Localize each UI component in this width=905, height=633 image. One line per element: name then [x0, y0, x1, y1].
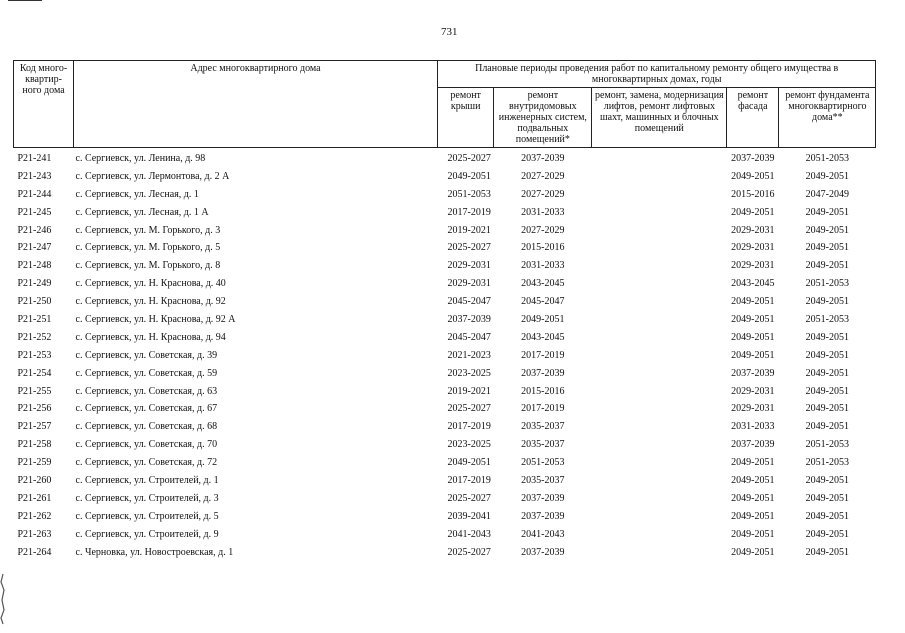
roof-repair-cell: 2025-2027 — [447, 546, 491, 558]
internal-systems-cell: 2027-2029 — [521, 224, 565, 236]
facade-repair-cell: 2049-2051 — [731, 457, 775, 469]
internal-systems-cell: 2015-2016 — [521, 242, 565, 254]
building-code-cell: P21-247 — [17, 242, 52, 254]
foundation-repair-cell: 2051-2053 — [805, 278, 850, 290]
roof-repair-cell: 2021-2023 — [447, 349, 491, 361]
building-code-cell: P21-248 — [17, 260, 52, 272]
elevator-repair-cell — [592, 239, 727, 257]
header-building-code: Код много-квартир-ного дома — [14, 61, 74, 148]
table-row — [14, 490, 876, 508]
facade-repair-cell: 2031-2033 — [731, 421, 775, 433]
facade-repair-cell: 2049-2051 — [731, 474, 775, 486]
facade-repair-cell: 2029-2031 — [731, 224, 775, 236]
foundation-repair-cell: 2047-2049 — [805, 188, 850, 200]
foundation-repair-cell: 2051-2053 — [805, 439, 850, 451]
foundation-repair-cell: 2049-2051 — [805, 528, 850, 540]
building-code-cell: P21-260 — [17, 474, 52, 486]
header-elevator-repair: ремонт, замена, модернизация лифтов, ремонт лифтовых шахт, машинных и блочных помещений — [592, 88, 727, 148]
elevator-repair-cell — [592, 311, 727, 329]
facade-repair-cell: 2029-2031 — [731, 403, 775, 415]
building-code-cell: P21-252 — [17, 331, 52, 343]
roof-repair-cell: 2025-2027 — [447, 152, 491, 164]
internal-systems-cell: 2035-2037 — [521, 474, 565, 486]
foundation-repair-cell: 2049-2051 — [805, 546, 850, 558]
internal-systems-cell: 2017-2019 — [521, 403, 565, 415]
foundation-repair-cell: 2049-2051 — [805, 474, 850, 486]
address-cell: с. Сергиевск, ул. Н. Краснова, д. 92 — [75, 296, 226, 308]
building-code-cell: P21-253 — [17, 349, 52, 361]
address-cell: с. Сергиевск, ул. Советская, д. 67 — [75, 403, 218, 415]
elevator-repair-cell — [592, 222, 727, 240]
foundation-repair-cell: 2049-2051 — [805, 403, 850, 415]
facade-repair-cell: 2049-2051 — [731, 510, 775, 522]
facade-repair-cell: 2049-2051 — [731, 206, 775, 218]
internal-systems-cell: 2037-2039 — [521, 546, 565, 558]
header-internal-systems-repair: ремонт внутридомовых инженерных систем, подвальных помещений* — [494, 88, 592, 148]
table-row — [14, 526, 876, 544]
facade-repair-cell: 2029-2031 — [731, 385, 775, 397]
facade-repair-cell: 2037-2039 — [731, 152, 775, 164]
building-code-cell: P21-251 — [17, 313, 52, 325]
building-code-cell: P21-254 — [17, 367, 52, 379]
internal-systems-cell: 2037-2039 — [521, 510, 565, 522]
internal-systems-cell: 2037-2039 — [521, 492, 565, 504]
foundation-repair-cell: 2051-2053 — [805, 457, 850, 469]
foundation-repair-cell: 2049-2051 — [805, 421, 850, 433]
building-code-cell: P21-258 — [17, 439, 52, 451]
header-facade-repair: ремонт фасада — [727, 88, 779, 148]
address-cell: с. Сергиевск, ул. Строителей, д. 3 — [75, 492, 219, 504]
address-cell: с. Сергиевск, ул. Советская, д. 39 — [75, 349, 218, 361]
header-address: Адрес многоквартирного дома — [74, 61, 438, 148]
table-row — [14, 365, 876, 383]
elevator-repair-cell — [592, 508, 727, 526]
roof-repair-cell: 2049-2051 — [447, 457, 491, 469]
roof-repair-cell: 2051-2053 — [447, 188, 491, 200]
roof-repair-cell: 2045-2047 — [447, 331, 491, 343]
elevator-repair-cell — [592, 347, 727, 365]
capital-repair-schedule-table — [13, 60, 876, 561]
elevator-repair-cell — [592, 383, 727, 401]
roof-repair-cell: 2037-2039 — [447, 313, 491, 325]
foundation-repair-cell: 2049-2051 — [805, 385, 850, 397]
address-cell: с. Сергиевск, ул. Строителей, д. 1 — [75, 474, 219, 486]
facade-repair-cell: 2015-2016 — [731, 188, 775, 200]
facade-repair-cell: 2049-2051 — [731, 313, 775, 325]
internal-systems-cell: 2043-2045 — [521, 331, 565, 343]
table-row — [14, 347, 876, 365]
address-cell: с. Сергиевск, ул. М. Горького, д. 3 — [75, 224, 221, 236]
facade-repair-cell: 2049-2051 — [731, 296, 775, 308]
roof-repair-cell: 2017-2019 — [447, 474, 491, 486]
roof-repair-cell: 2019-2021 — [447, 385, 491, 397]
address-cell: с. Сергиевск, ул. Советская, д. 72 — [75, 457, 218, 469]
elevator-repair-cell — [592, 454, 727, 472]
foundation-repair-cell: 2051-2053 — [805, 152, 850, 164]
building-code-cell: P21-246 — [17, 224, 52, 236]
foundation-repair-cell: 2049-2051 — [805, 260, 850, 272]
facade-repair-cell: 2049-2051 — [731, 331, 775, 343]
internal-systems-cell: 2037-2039 — [521, 367, 565, 379]
elevator-repair-cell — [592, 168, 727, 186]
roof-repair-cell: 2025-2027 — [447, 403, 491, 415]
foundation-repair-cell: 2049-2051 — [805, 224, 850, 236]
internal-systems-cell: 2017-2019 — [521, 349, 565, 361]
table-row — [14, 148, 876, 168]
elevator-repair-cell — [592, 526, 727, 544]
table-row — [14, 472, 876, 490]
header-planned-periods: Плановые периоды проведения работ по капитальному ремонту общего имущества в многоквартирных домах, годы — [438, 61, 876, 88]
building-code-cell: P21-262 — [17, 510, 52, 522]
foundation-repair-cell: 2049-2051 — [805, 170, 850, 182]
roof-repair-cell: 2017-2019 — [447, 421, 491, 433]
address-cell: с. Сергиевск, ул. Ленина, д. 98 — [75, 152, 206, 164]
roof-repair-cell: 2041-2043 — [447, 528, 491, 540]
address-cell: с. Сергиевск, ул. Н. Краснова, д. 94 — [75, 331, 226, 343]
roof-repair-cell: 2017-2019 — [447, 206, 491, 218]
roof-repair-cell: 2025-2027 — [447, 242, 491, 254]
roof-repair-cell: 2023-2025 — [447, 367, 491, 379]
page-top-rule — [8, 0, 42, 1]
internal-systems-cell: 2049-2051 — [521, 313, 565, 325]
internal-systems-cell: 2035-2037 — [521, 439, 565, 451]
building-code-cell: P21-241 — [17, 152, 52, 164]
building-code-cell: P21-245 — [17, 206, 52, 218]
foundation-repair-cell: 2049-2051 — [805, 296, 850, 308]
internal-systems-cell: 2015-2016 — [521, 385, 565, 397]
internal-systems-cell: 2045-2047 — [521, 296, 565, 308]
building-code-cell: P21-261 — [17, 492, 52, 504]
table-row — [14, 168, 876, 186]
foundation-repair-cell: 2051-2053 — [805, 313, 850, 325]
table-row — [14, 436, 876, 454]
building-code-cell: P21-250 — [17, 296, 52, 308]
foundation-repair-cell: 2049-2051 — [805, 510, 850, 522]
foundation-repair-cell: 2049-2051 — [805, 349, 850, 361]
table-row — [14, 383, 876, 401]
building-code-cell: P21-259 — [17, 457, 52, 469]
facade-repair-cell: 2049-2051 — [731, 528, 775, 540]
roof-repair-cell: 2023-2025 — [447, 439, 491, 451]
table-body — [14, 148, 876, 562]
building-code-cell: P21-256 — [17, 403, 52, 415]
table-row — [14, 222, 876, 240]
table-row — [14, 186, 876, 204]
internal-systems-cell: 2027-2029 — [521, 170, 565, 182]
facade-repair-cell: 2049-2051 — [731, 492, 775, 504]
facade-repair-cell: 2043-2045 — [731, 278, 775, 290]
roof-repair-cell: 2049-2051 — [447, 170, 491, 182]
building-code-cell: P21-263 — [17, 528, 52, 540]
address-cell: с. Сергиевск, ул. Советская, д. 59 — [75, 367, 218, 379]
table-row — [14, 508, 876, 526]
internal-systems-cell: 2031-2033 — [521, 206, 565, 218]
elevator-repair-cell — [592, 365, 727, 383]
header-roof-repair: ремонт крыши — [438, 88, 494, 148]
scan-edge-marks — [0, 572, 6, 626]
internal-systems-cell: 2043-2045 — [521, 278, 565, 290]
address-cell: с. Черновка, ул. Новостроевская, д. 1 — [75, 546, 234, 558]
facade-repair-cell: 2037-2039 — [731, 367, 775, 379]
facade-repair-cell: 2029-2031 — [731, 242, 775, 254]
address-cell: с. Сергиевск, ул. Н. Краснова, д. 92 А — [75, 313, 236, 325]
table-row — [14, 275, 876, 293]
address-cell: с. Сергиевск, ул. Советская, д. 68 — [75, 421, 218, 433]
elevator-repair-cell — [592, 275, 727, 293]
facade-repair-cell: 2029-2031 — [731, 260, 775, 272]
address-cell: с. Сергиевск, ул. Советская, д. 63 — [75, 385, 218, 397]
address-cell: с. Сергиевск, ул. М. Горького, д. 8 — [75, 260, 221, 272]
facade-repair-cell: 2049-2051 — [731, 546, 775, 558]
building-code-cell: P21-264 — [17, 546, 52, 558]
elevator-repair-cell — [592, 257, 727, 275]
building-code-cell: P21-249 — [17, 278, 52, 290]
table-row — [14, 257, 876, 275]
table-row — [14, 400, 876, 418]
building-code-cell: P21-255 — [17, 385, 52, 397]
page-number: 731 — [441, 26, 458, 38]
table-row — [14, 311, 876, 329]
foundation-repair-cell: 2049-2051 — [805, 242, 850, 254]
table-row — [14, 454, 876, 472]
address-cell: с. Сергиевск, ул. Строителей, д. 9 — [75, 528, 219, 540]
table-row — [14, 204, 876, 222]
elevator-repair-cell — [592, 400, 727, 418]
elevator-repair-cell — [592, 436, 727, 454]
roof-repair-cell: 2029-2031 — [447, 260, 491, 272]
facade-repair-cell: 2049-2051 — [731, 170, 775, 182]
facade-repair-cell: 2037-2039 — [731, 439, 775, 451]
elevator-repair-cell — [592, 472, 727, 490]
internal-systems-cell: 2027-2029 — [521, 188, 565, 200]
table-row — [14, 329, 876, 347]
table-row — [14, 418, 876, 436]
elevator-repair-cell — [592, 418, 727, 436]
address-cell: с. Сергиевск, ул. Лермонтова, д. 2 А — [75, 170, 230, 182]
internal-systems-cell: 2041-2043 — [521, 528, 565, 540]
address-cell: с. Сергиевск, ул. Лесная, д. 1 — [75, 188, 199, 200]
elevator-repair-cell — [592, 329, 727, 347]
elevator-repair-cell — [592, 490, 727, 508]
elevator-repair-cell — [592, 544, 727, 562]
foundation-repair-cell: 2049-2051 — [805, 492, 850, 504]
address-cell: с. Сергиевск, ул. Н. Краснова, д. 40 — [75, 278, 226, 290]
internal-systems-cell: 2031-2033 — [521, 260, 565, 272]
building-code-cell: P21-257 — [17, 421, 52, 433]
address-cell: с. Сергиевск, ул. Советская, д. 70 — [75, 439, 218, 451]
elevator-repair-cell — [592, 204, 727, 222]
foundation-repair-cell: 2049-2051 — [805, 331, 850, 343]
table-row — [14, 293, 876, 311]
elevator-repair-cell — [592, 293, 727, 311]
address-cell: с. Сергиевск, ул. М. Горького, д. 5 — [75, 242, 221, 254]
internal-systems-cell: 2051-2053 — [521, 457, 565, 469]
address-cell: с. Сергиевск, ул. Строителей, д. 5 — [75, 510, 219, 522]
address-cell: с. Сергиевск, ул. Лесная, д. 1 А — [75, 206, 209, 218]
building-code-cell: P21-243 — [17, 170, 52, 182]
header-foundation-repair: ремонт фундамента многоквартирного дома** — [779, 88, 876, 148]
building-code-cell: P21-244 — [17, 188, 52, 200]
foundation-repair-cell: 2049-2051 — [805, 206, 850, 218]
elevator-repair-cell — [592, 148, 727, 168]
table-header — [14, 61, 876, 148]
internal-systems-cell: 2037-2039 — [521, 152, 565, 164]
table-row — [14, 239, 876, 257]
roof-repair-cell: 2039-2041 — [447, 510, 491, 522]
roof-repair-cell: 2029-2031 — [447, 278, 491, 290]
internal-systems-cell: 2035-2037 — [521, 421, 565, 433]
elevator-repair-cell — [592, 186, 727, 204]
foundation-repair-cell: 2049-2051 — [805, 367, 850, 379]
roof-repair-cell: 2045-2047 — [447, 296, 491, 308]
roof-repair-cell: 2025-2027 — [447, 492, 491, 504]
table-row — [14, 544, 876, 562]
roof-repair-cell: 2019-2021 — [447, 224, 491, 236]
facade-repair-cell: 2049-2051 — [731, 349, 775, 361]
